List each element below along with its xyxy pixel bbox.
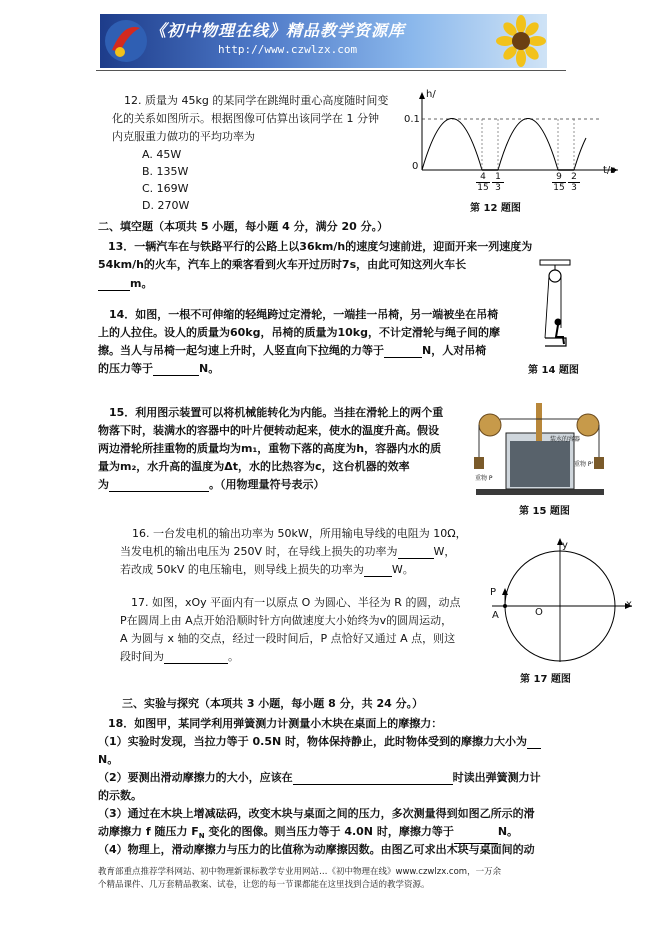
q12-y-label: h/ [426,89,436,100]
q16-answer-blank-1[interactable] [398,546,434,559]
q12-x-tick-2: 1 3 [492,172,504,193]
q15-shaft [536,403,542,441]
q17-line3: A 为圆与 x 轴的交点，经过一段时间后，P 点恰好又通过 A 点，则这 [120,632,456,645]
q14-answer-blank-1[interactable] [384,345,422,358]
q17-caption: 第 17 题图 [520,674,571,685]
q18-line3: N。 [98,753,119,766]
q14-answer-blank-2[interactable] [153,363,199,376]
q17-line1: 17. 如图，xOy 平面内有一以原点 O 为圆心、半径为 R 的圆，动点 [131,596,461,609]
q17-line4: 段时间为 。 [120,650,239,663]
q12-option-a: A. 45W [142,148,182,161]
logo-icon [102,16,150,66]
footer-line1: 教育部重点推荐学科网站、初中物理新课标教学专业用网站…《初中物理在线》www.czwlzx.com，一万余 [98,867,502,877]
q12-option-d: D. 270W [142,199,190,212]
section3-heading: 三、实验与探究（本项共 3 小题，每小题 8 分，共 24 分。） [122,697,424,710]
q14-line4: 的压力等于 N。 [98,362,220,375]
q17-p-label: P [490,587,497,598]
q12-caption: 第 12 题图 [470,203,521,214]
q18-line1: 18．如图甲，某同学利用弹簧测力计测量小木块在桌面上的摩擦力： [108,717,443,730]
q17-x-label: x [626,599,632,610]
q17-o-label: O [535,607,543,618]
q14-pulley-figure [536,258,576,358]
q14-pulley-wheel [549,270,561,282]
q13-line2: 54km/h的火车，汽车上的乘客看到火车开过历时7s，由此可知这列火车长 [98,258,467,271]
q17-y-label: y [562,540,568,551]
q18-line6: （3）通过在木块上增减砝码，改变木块与桌面之间的压力，多次测量得到如图乙所示的滑 [98,807,535,820]
q12-origin: 0 [412,161,419,172]
q15-base [476,489,604,495]
q15-line2: 物落下时，装满水的容器中的叶片便转动起来，使水的温度升高。假设 [98,424,439,437]
q14-ceiling [540,260,570,265]
q16-line3: 若改成 50kV 的电压输电，则导线上损失的功率为 W。 [120,563,414,576]
q12-line1: 12. 质量为 45kg 的某同学在跳绳时重心高度随时间变 [124,94,389,107]
q18-line5: 的示数。 [98,789,142,802]
header-rule [96,70,566,71]
q18-line2: （1）实验时发现，当拉力等于 0.5N 时，物体保持静止，此时物体受到的摩擦力大小为 [98,734,541,749]
q12-line2: 化的关系如图所示。根据图像可估算出该同学在 1 分钟 [112,112,379,125]
q15-weight-left-label: 重物 P [475,475,493,482]
q18-line8: （4）物理上，滑动摩擦力与压力的比值称为动摩擦因数。由图乙可求出木块与桌面间的动 [98,843,535,856]
q14-rope-left [545,276,549,338]
q15-line4: 量为m₂，水升高的温度为Δt，水的比热容为c，这台机器的效率 [98,460,410,473]
q18-line7: 动摩擦力 f 随压力 $F_N$ 变化的图像。则当压力等于 4.0N 时，摩擦力等于 N。 [98,824,518,844]
q18-answer-blank-2[interactable] [293,772,453,785]
q14-person-head [555,319,562,326]
sunflower-icon [496,15,546,67]
q15-answer-blank[interactable] [109,479,209,492]
q12-line3: 内克服重力做功的平均功率为 [112,130,255,143]
q15-line5: 为 。（用物理量符号表示） [98,478,325,491]
q12-x-tick-3: 9 15 [553,172,565,193]
q14-line1: 14．如图，一根不可伸缩的轻绳跨过定滑轮，一端挂一吊椅，另一端被坐在吊椅 [109,308,499,321]
q12-jump-arc-2 [498,119,558,171]
q16-line2: 当发电机的输出电压为 250V 时，在导线上损失的功率为 W， [120,545,456,558]
q12-t-label: t/s [603,165,616,176]
q17-answer-blank[interactable] [164,651,228,664]
q15-weight-right-label: 重物 P' [574,461,594,468]
q14-line3: 擦。当人与吊椅一起匀速上升时，人竖直向下拉绳的力等于 N，人对吊椅 [98,344,487,357]
q14-caption: 第 14 题图 [528,365,579,376]
q12-option-b: B. 135W [142,165,189,178]
q15-water [510,441,570,487]
q15-weight-left [474,457,484,469]
q15-apparatus-figure [470,397,610,499]
q15-line1: 15．利用图示装置可以将机械能转化为内能。当挂在滑轮上的两个重 [109,406,444,419]
footer-line2: 个精品课件、几万套精品教案、试卷，让您的每一节课都能在这里找到合适的教学资源。 [98,880,430,890]
header-title: 《初中物理在线》精品教学资源库 [150,21,406,40]
q15-weight-right [594,457,604,469]
q12-h-axis-arrow [419,92,425,99]
q12-x-tick-4: 2 3 [568,172,580,193]
q12-y-tick: 0.1 [404,114,420,125]
q12-option-c: C. 169W [142,182,189,195]
section2-heading: 二、填空题（本项共 5 小题，每小题 4 分，满分 20 分。） [98,220,389,233]
q15-pulley-right [577,414,599,436]
q12-chart [400,88,625,198]
q12-jump-arc-3 [574,138,586,170]
header-url[interactable]: http://www.czwlzx.com [218,43,358,56]
q17-line2: P在圆周上由 A点开始沿顺时针方向做速度大小始终为v的圆周运动， [120,614,453,627]
q15-line3: 两边滑轮所挂重物的质量均为m₁，重物下落的高度为h，容器内水的质 [98,442,442,455]
q15-caption: 第 15 题图 [519,506,570,517]
q16-answer-blank-2[interactable] [364,564,392,577]
q15-pulley-left [479,414,501,436]
q13-line1: 13．一辆汽车在与铁路平行的公路上以36km/h的速度匀速前进，迎面开来一列速度为 [108,240,533,253]
q18-answer-blank-1[interactable] [527,736,541,749]
q17-a-label: A [492,610,499,621]
q18-line4: （2）要测出滑动摩擦力的大小，应该在 时读出弹簧测力计 [98,771,541,784]
q12-jump-arc-1 [422,119,482,171]
q16-line1: 16. 一台发电机的输出功率为 50kW，所用输电导线的电阻为 10Ω， [132,527,467,540]
q13-line3: m。 [98,276,152,291]
q12-x-tick-1: 4 15 [477,172,489,193]
q17-circle-figure [488,536,636,664]
q13-answer-blank[interactable] [98,278,130,291]
q14-person-body [556,325,564,344]
q14-line2: 上的人拉住。设人的质量为60kg，吊椅的质量为10kg，不计定滑轮与绳子间的摩 [98,326,500,339]
q15-water-label: 装水的容器 [550,436,581,443]
